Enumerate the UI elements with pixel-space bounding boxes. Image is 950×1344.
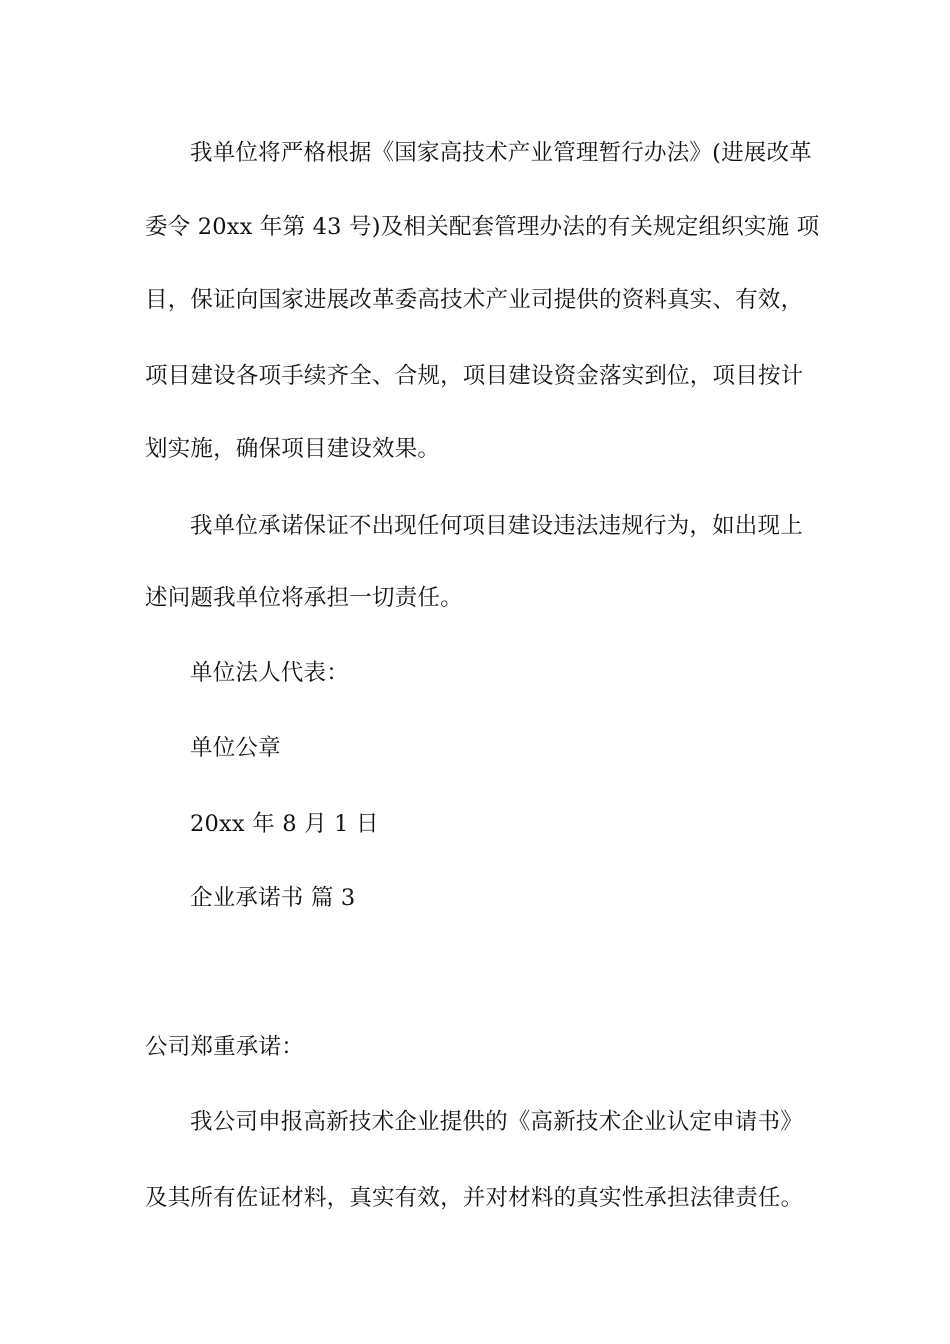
paragraph-1-line-2: 委令 20xx 年第 43 号)及相关配套管理办法的有关规定组织实施 项 [145,214,820,240]
section-heading: 企业承诺书 篇 3 [190,885,356,911]
paragraph-1-line-3: 目，保证向国家进展改革委高技术产业司提供的资料真实、有效， [145,287,804,313]
document-date: 20xx 年 8 月 1 日 [190,811,379,837]
paragraph-3-line-2: 及其所有佐证材料，真实有效，并对材料的真实性承担法律责任。 [145,1185,804,1211]
legal-representative-label: 单位法人代表： [190,660,349,686]
company-seal-label: 单位公章 [190,735,281,761]
promise-heading: 公司郑重承诺： [145,1034,304,1060]
paragraph-3-line-1: 我公司申报高新技术企业提供的《高新技术企业认定申请书》 [190,1109,803,1135]
paragraph-1-line-4: 项目建设各项手续齐全、合规，项目建设资金落实到位，项目按计 [145,363,804,389]
paragraph-2-line-1: 我单位承诺保证不出现任何项目建设违法违规行为，如出现上 [190,513,803,539]
paragraph-1-line-1: 我单位将严格根据《国家高技术产业管理暂行办法》(进展改革 [190,140,812,166]
paragraph-1-line-5: 划实施，确保项目建设效果。 [145,436,441,462]
paragraph-2-line-2: 述问题我单位将承担一切责任。 [145,585,463,611]
